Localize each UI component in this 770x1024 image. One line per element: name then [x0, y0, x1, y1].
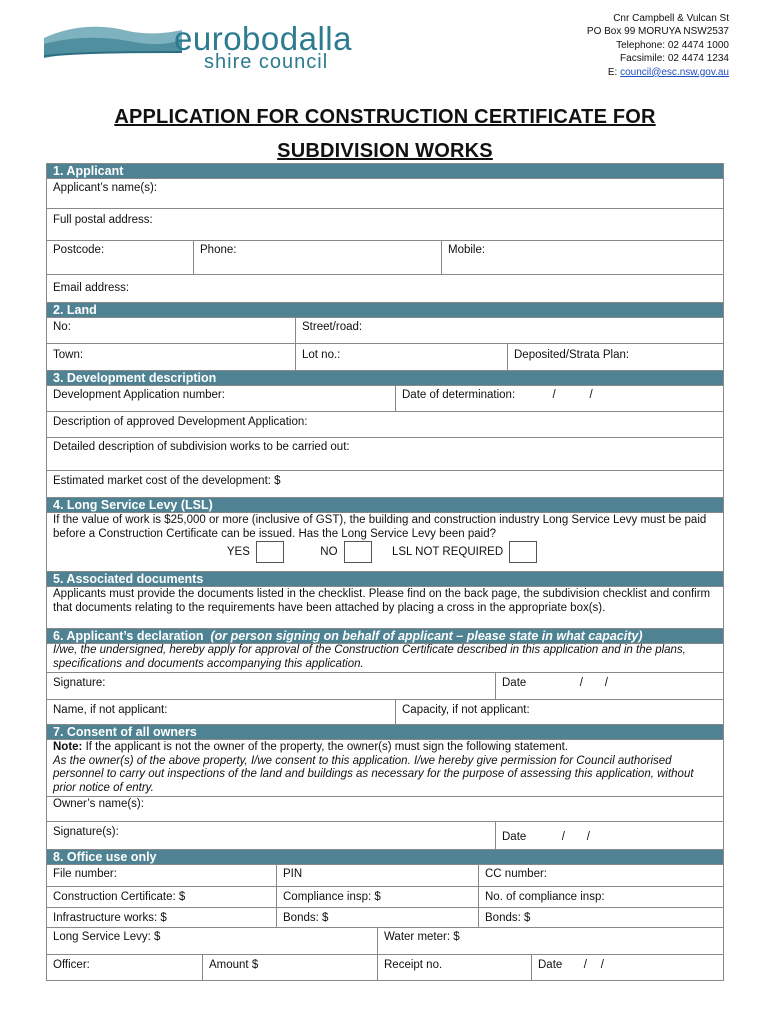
lsl-not-required-label: LSL NOT REQUIRED: [391, 546, 504, 559]
owners-note: [47, 740, 723, 755]
lsl-yes-label: YES: [226, 546, 250, 559]
declaration-name-row: [47, 700, 723, 725]
office-payment-row: [47, 955, 723, 980]
applicant-names-field[interactable]: Applicant’s name(s):: [53, 182, 157, 194]
land-lot-row: [47, 344, 723, 371]
facsimile-line: Facsimile: 02 4474 1234: [620, 53, 729, 65]
office-fees-row: [47, 887, 723, 908]
compliance-inspection-fee-field[interactable]: Compliance insp: $: [276, 887, 478, 907]
amount-field[interactable]: Amount $: [202, 955, 377, 980]
date-slash: /: [561, 831, 565, 843]
da-number-field[interactable]: Development Application number:: [53, 389, 225, 401]
postcode-field[interactable]: Postcode:: [53, 244, 105, 256]
section-land-heading: 2. Land: [47, 303, 723, 318]
owners-consent-row: [47, 740, 723, 797]
construction-certificate-fee-field[interactable]: Construction Certificate: $: [53, 891, 186, 903]
application-form: [46, 163, 724, 981]
owners-signatures-field[interactable]: Signature(s):: [53, 826, 119, 838]
lsl-not-required-checkbox[interactable]: [509, 541, 537, 563]
telephone-line: Telephone: 02 4474 1000: [616, 39, 729, 51]
lsl-yes-checkbox[interactable]: [256, 541, 284, 563]
email-address-field[interactable]: Email address:: [53, 282, 130, 294]
date-of-determination-field[interactable]: [395, 386, 723, 411]
date-slash: /: [579, 677, 583, 689]
approved-description-row: [47, 412, 723, 438]
owners-names-row: [47, 797, 723, 822]
date-slash: /: [589, 389, 593, 401]
compliance-inspection-count-field[interactable]: No. of compliance insp:: [478, 887, 723, 907]
development-number-row: [47, 386, 723, 412]
note-text: If the applicant is not the owner of the property, the owner(s) must sign the following statement.: [82, 741, 568, 753]
logo-brand-text: eurobodalla: [174, 20, 352, 57]
infrastructure-works-field[interactable]: Infrastructure works: $: [53, 912, 167, 924]
office-levy-row: [47, 928, 723, 955]
email-prefix: E:: [607, 66, 621, 78]
date-label: Date: [502, 831, 527, 843]
office-file-row: [47, 865, 723, 887]
page-title: [0, 100, 770, 168]
lsl-no-label: NO: [320, 546, 338, 559]
section-owners-heading: 7. Consent of all owners: [47, 725, 723, 740]
declaration-text-row: [47, 644, 723, 673]
applicant-names-row: [47, 179, 723, 209]
declaration-statement: I/we, the undersigned, hereby apply for approval of the Construction Certificate described in this application and in the plans, specifications and documents accompanying this application.: [53, 644, 686, 670]
owners-date-field[interactable]: [495, 822, 723, 849]
owners-names-field[interactable]: Owner’s name(s):: [53, 798, 144, 810]
date-slash: /: [600, 959, 604, 971]
date-slash: /: [583, 959, 587, 971]
land-address-row: [47, 318, 723, 344]
receipt-number-field[interactable]: Receipt no.: [377, 955, 531, 980]
email-row: [47, 275, 723, 303]
estimated-cost-row: [47, 471, 723, 498]
date-label: Date: [502, 677, 527, 689]
estimated-cost-field[interactable]: Estimated market cost of the development: $: [53, 475, 281, 487]
deposited-plan-field[interactable]: Deposited/Strata Plan:: [507, 344, 723, 370]
declaration-heading-text: 6. Applicant’s declaration: [53, 629, 204, 643]
land-number-field[interactable]: No:: [53, 321, 71, 333]
detailed-works-description-field[interactable]: Detailed description of subdivision works to be carried out:: [53, 441, 350, 453]
lot-number-field[interactable]: Lot no.:: [295, 344, 507, 370]
bonds-field-1[interactable]: Bonds: $: [276, 908, 478, 927]
email-link[interactable]: council@esc.nsw.gov.au: [620, 66, 729, 78]
date-slash: /: [552, 389, 556, 401]
section-documents-heading: 5. Associated documents: [47, 572, 723, 587]
owners-consent-statement: As the owner(s) of the above property, I/we consent to this application. I/we hereby give permission for Council authorised personnel to carry out inspections of the land and buildings as necessary for the purpose of assessing this application, without prior notice of entry.: [53, 754, 694, 794]
approved-da-description-field[interactable]: Description of approved Development Application:: [53, 416, 308, 428]
lsl-row: [47, 513, 723, 572]
owners-signature-row: [47, 822, 723, 850]
mobile-field[interactable]: Mobile:: [441, 241, 723, 274]
town-field[interactable]: Town:: [53, 349, 84, 361]
office-date-field[interactable]: [531, 955, 723, 980]
postal-line: PO Box 99 MORUYA NSW2537: [586, 26, 729, 38]
title-line-2: SUBDIVISION WORKS: [277, 140, 493, 162]
note-label: Note:: [53, 741, 83, 753]
logo-wave-icon: [44, 22, 184, 68]
contact-details: [587, 12, 729, 79]
section-applicant-heading: 1. Applicant: [47, 164, 723, 179]
determination-label: Date of determination:: [402, 389, 516, 401]
address-line: Cnr Campbell & Vulcan St: [613, 13, 729, 24]
long-service-levy-fee-field[interactable]: Long Service Levy: $: [53, 931, 161, 943]
postal-address-row: [47, 209, 723, 241]
section-lsl-heading: 4. Long Service Levy (LSL): [47, 498, 723, 513]
date-slash: /: [586, 831, 590, 843]
documents-instructions: Applicants must provide the documents listed in the checklist. Please find on the back page, the subdivision checklist and confirm that documents relating to the requirements have been attached by placing a cross in the appropriate box(s).: [53, 588, 711, 614]
postal-address-field[interactable]: Full postal address:: [53, 214, 153, 226]
lsl-description: If the value of work is $25,000 or more (inclusive of GST), the building and construction industry Long Service Levy must be paid before a Construction Certificate can be issued. Has the Long Service Levy been paid?: [53, 514, 707, 540]
detailed-description-row: [47, 438, 723, 471]
logo-subtitle-text: shire council: [204, 51, 329, 73]
title-line-1: APPLICATION FOR CONSTRUCTION CERTIFICATE FOR: [114, 106, 656, 128]
council-logo: [44, 18, 352, 73]
file-number-field[interactable]: File number:: [53, 868, 117, 880]
applicant-signature-field[interactable]: Signature:: [53, 677, 106, 689]
section-development-heading: 3. Development description: [47, 371, 723, 386]
date-slash: /: [604, 677, 608, 689]
pin-field[interactable]: PIN: [276, 865, 478, 886]
declaration-heading-note: (or person signing on behalf of applicant – please state in what capacity): [210, 629, 643, 643]
declaration-signature-row: [47, 673, 723, 700]
water-meter-fee-field[interactable]: Water meter: $: [377, 928, 723, 954]
declaration-date-field[interactable]: [495, 673, 723, 699]
bonds-field-2[interactable]: Bonds: $: [478, 908, 723, 927]
cc-number-field[interactable]: CC number:: [478, 865, 723, 886]
section-declaration-heading: [47, 629, 723, 644]
lsl-options: [47, 541, 723, 567]
section-office-use-heading: 8. Office use only: [47, 850, 723, 865]
officer-field[interactable]: Officer:: [53, 959, 90, 971]
email-line: [587, 66, 729, 79]
documents-row: [47, 587, 723, 629]
lsl-no-checkbox[interactable]: [344, 541, 372, 563]
contact-numbers-row: [47, 241, 723, 275]
capacity-if-not-applicant-field[interactable]: Capacity, if not applicant:: [395, 700, 723, 724]
name-if-not-applicant-field[interactable]: Name, if not applicant:: [53, 704, 168, 716]
office-bonds-row: [47, 908, 723, 928]
date-label: Date: [538, 959, 563, 971]
phone-field[interactable]: Phone:: [193, 241, 441, 274]
street-road-field[interactable]: Street/road:: [295, 318, 723, 343]
